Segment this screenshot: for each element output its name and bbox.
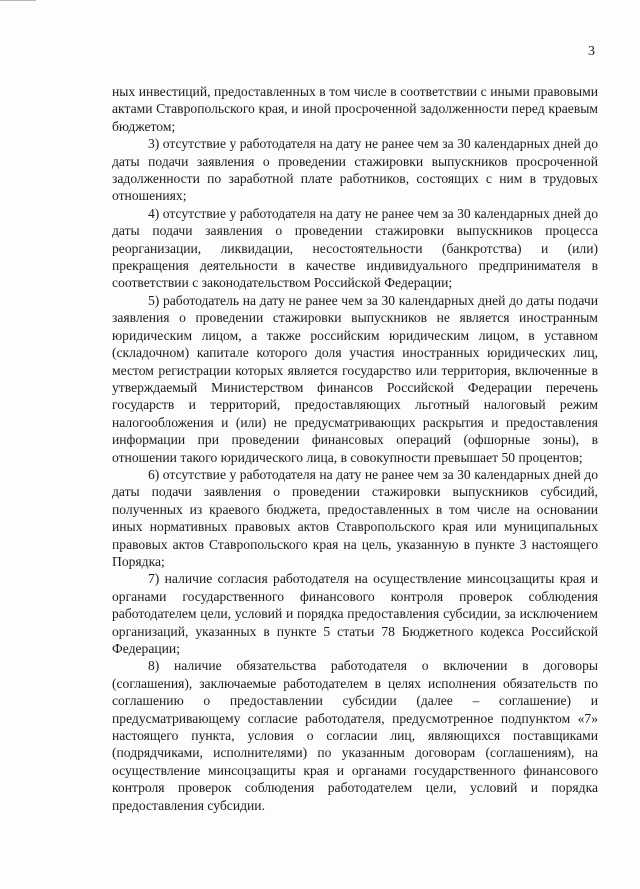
paragraph-item-3: 3) отсутствие у работодателя на дату не ранее чем за 30 календарных дней до даты подачи заявления о проведении стажировки выпускников просроченной задолженности по заработной плате работников, состоящих с ним в трудовых отношениях; (112, 136, 598, 204)
scan-edge-mark (0, 0, 36, 1)
paragraph-item-8: 8) наличие обязательства работодателя о включении в договоры (соглашения), заключаемые работодателем в целях исполнения обязательств по соглашению о предоставлении субсидии (далее – соглашение) и предусматривающему согласие работодателя, предусмотренное подпунктом «7» настоящего пункта, условия о согласии лиц, являющихся поставщиками (подрядчиками, исполнителями) по указанным договорам (соглашениям), на осуществление минсоцзащиты края и органами государственного финансового контроля проверок соблюдения работодателем цели, условий и порядка предоставления субсидии. (112, 658, 598, 813)
paragraph-item-5: 5) работодатель на дату не ранее чем за 30 календарных дней до даты подачи заявления о проведении стажировки выпускников не является иностранным юридическим лицом, а также российским юридическим лицом, в уставном (складочном) капитале которого доля участия иностранных юридических лиц, местом регистрации которых является государство или территория, включенные в утверждаемый Министерством финансов Российской Федерации перечень государств и территорий, предоставляющих льготный налоговый режим налогообложения и (или) не предусматривающих раскрытия и предоставления информации при проведении финансовых операций (офшорные зоны), в отношении такого юридического лица, в совокупности превышает 50 процентов; (112, 292, 598, 465)
document-body (112, 83, 598, 814)
page-number: 3 (588, 44, 595, 59)
paragraph-item-4: 4) отсутствие у работодателя на дату не ранее чем за 30 календарных дней до даты подачи заявления о проведении стажировки выпускников процесса реорганизации, ликвидации, несостоятельности (банкротства) и (или) прекращения деятельности в качестве индивидуального предпринимателя в соответствии с законодательством Российской Федерации; (112, 205, 598, 291)
paragraph-item-6: 6) отсутствие у работодателя на дату не ранее чем за 30 календарных дней до даты подачи заявления о проведении стажировки выпускников субсидий, полученных из краевого бюджета, предоставленных в том числе на основании иных нормативных правовых актов Ставропольского края или муниципальных правовых актов Ставропольского края на цель, указанную в пункте 3 настоящего Порядка; (112, 466, 598, 569)
paragraph-item-7: 7) наличие согласия работодателя на осуществление минсоцзащиты края и органами государственного финансового контроля проверок соблюдения работодателем цели, условий и порядка предоставления субсидии, за исключением организаций, указанных в пункте 5 статьи 78 Бюджетного кодекса Российской Федерации; (112, 571, 598, 656)
paragraph-continuation: ных инвестиций, предоставленных в том числе в соответствии с иными правовыми актами Ставропольского края, и иной просроченной задолженности перед краевым бюджетом; (112, 84, 598, 134)
